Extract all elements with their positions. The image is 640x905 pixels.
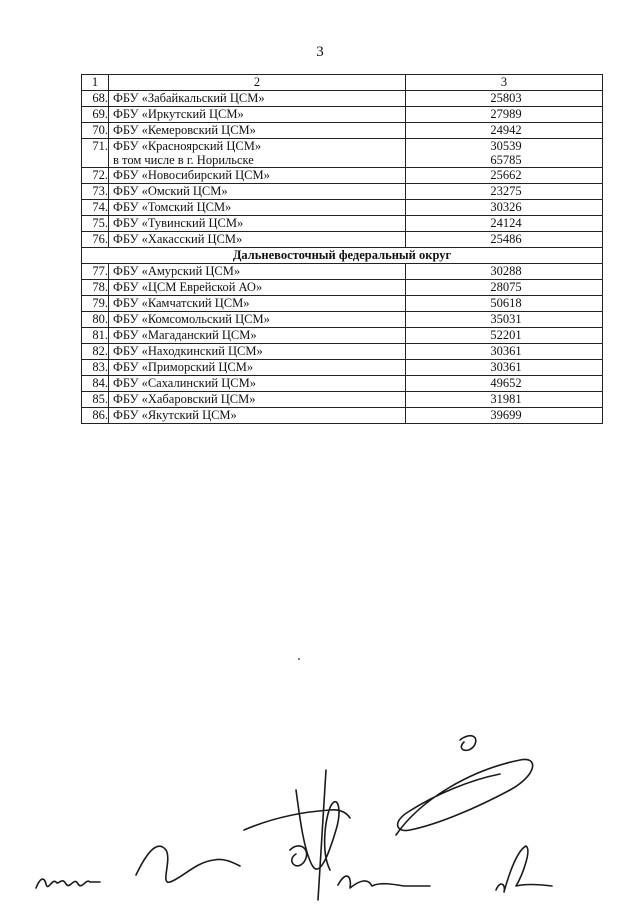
table-row: [82, 296, 603, 312]
row-value-text: 25803: [490, 91, 522, 105]
row-name-text: ФБУ «Приморский ЦСМ»: [113, 360, 254, 374]
row-value: [406, 107, 603, 123]
row-value-text: 49652: [490, 376, 522, 390]
row-number: 85.: [82, 392, 109, 408]
row-value-text: 23275: [490, 184, 522, 198]
row-name: [109, 264, 406, 280]
row-value: [406, 296, 603, 312]
row-name: [109, 280, 406, 296]
row-subvalue-text: 65785: [490, 153, 522, 167]
row-name: [109, 360, 406, 376]
row-value-text: 35031: [490, 312, 522, 326]
table-row: [82, 139, 603, 168]
row-value: [406, 312, 603, 328]
table-row: [82, 376, 603, 392]
row-value: [406, 200, 603, 216]
row-value: [406, 139, 603, 168]
row-number: 72.: [82, 168, 109, 184]
table-row: [82, 312, 603, 328]
row-value: [406, 123, 603, 139]
row-value-text: 39699: [490, 408, 522, 422]
row-name-text: ФБУ «Камчатский ЦСМ»: [113, 296, 250, 310]
row-number: 73.: [82, 184, 109, 200]
row-value-text: 28075: [490, 280, 522, 294]
row-name-text: ФБУ «Хакасский ЦСМ»: [113, 232, 243, 246]
row-value-text: 27989: [490, 107, 522, 121]
row-number: 74.: [82, 200, 109, 216]
row-name: [109, 376, 406, 392]
row-value-text: 30288: [490, 264, 522, 278]
row-number: 81.: [82, 328, 109, 344]
header-col-1: 1: [82, 75, 109, 91]
row-name: [109, 328, 406, 344]
row-name-text: ФБУ «ЦСМ Еврейской АО»: [113, 280, 263, 294]
table-row: [82, 232, 603, 248]
row-value: [406, 232, 603, 248]
scan-speck: [298, 658, 300, 660]
table-row: [82, 344, 603, 360]
signatures-area: [0, 700, 640, 905]
section-title: Дальневосточный федеральный округ: [82, 248, 603, 264]
row-number: 82.: [82, 344, 109, 360]
row-name: [109, 200, 406, 216]
row-name: [109, 123, 406, 139]
row-value: [406, 376, 603, 392]
row-name: [109, 392, 406, 408]
row-number: 83.: [82, 360, 109, 376]
table-header-row: [82, 75, 603, 91]
row-number: 69.: [82, 107, 109, 123]
row-name: [109, 344, 406, 360]
table-row: [82, 360, 603, 376]
table-row: [82, 392, 603, 408]
section-header-row: [82, 248, 603, 264]
row-value: [406, 360, 603, 376]
row-subname-text: в том числе в г. Норильске: [113, 153, 254, 167]
row-name-text: ФБУ «Омский ЦСМ»: [113, 184, 228, 198]
row-value-text: 50618: [490, 296, 522, 310]
row-name: [109, 216, 406, 232]
row-value-text: 30361: [490, 360, 522, 374]
table-row: [82, 216, 603, 232]
row-value: [406, 408, 603, 424]
row-value: [406, 216, 603, 232]
row-name-text: ФБУ «Томский ЦСМ»: [113, 200, 232, 214]
row-value-text: 24942: [490, 123, 522, 137]
header-col-3: 3: [406, 75, 603, 91]
row-number: 68.: [82, 91, 109, 107]
row-number: 86.: [82, 408, 109, 424]
row-value-text: 30539: [490, 139, 522, 153]
row-name: [109, 107, 406, 123]
row-name: [109, 408, 406, 424]
row-number: 75.: [82, 216, 109, 232]
row-value-text: 31981: [490, 392, 522, 406]
row-name-text: ФБУ «Находкинский ЦСМ»: [113, 344, 263, 358]
row-name-text: ФБУ «Якутский ЦСМ»: [113, 408, 237, 422]
table-row: [82, 408, 603, 424]
row-value: [406, 168, 603, 184]
row-name: [109, 312, 406, 328]
row-number: 78.: [82, 280, 109, 296]
row-number: 70.: [82, 123, 109, 139]
table-row: [82, 328, 603, 344]
table-row: [82, 107, 603, 123]
row-value-text: 30361: [490, 344, 522, 358]
row-value: [406, 328, 603, 344]
row-name-text: ФБУ «Тувинский ЦСМ»: [113, 216, 244, 230]
header-col-2: 2: [109, 75, 406, 91]
row-name-text: ФБУ «Амурский ЦСМ»: [113, 264, 241, 278]
row-name-text: ФБУ «Магаданский ЦСМ»: [113, 328, 257, 342]
row-value-text: 24124: [490, 216, 522, 230]
row-name: [109, 296, 406, 312]
row-value: [406, 392, 603, 408]
row-value: [406, 280, 603, 296]
table-row: [82, 200, 603, 216]
tariff-table: [81, 74, 603, 424]
row-name: [109, 168, 406, 184]
row-value-text: 52201: [490, 328, 522, 342]
table-row: [82, 264, 603, 280]
row-value-text: 25662: [490, 168, 522, 182]
row-name-text: ФБУ «Хабаровский ЦСМ»: [113, 392, 256, 406]
row-value: [406, 264, 603, 280]
row-name: [109, 232, 406, 248]
row-value-text: 30326: [490, 200, 522, 214]
row-name-text: ФБУ «Кемеровский ЦСМ»: [113, 123, 256, 137]
row-number: 77.: [82, 264, 109, 280]
table-row: [82, 184, 603, 200]
row-name: [109, 184, 406, 200]
row-value: [406, 184, 603, 200]
row-number: 84.: [82, 376, 109, 392]
row-name-text: ФБУ «Иркутский ЦСМ»: [113, 107, 244, 121]
row-number: 76.: [82, 232, 109, 248]
row-name-text: ФБУ «Комсомольский ЦСМ»: [113, 312, 270, 326]
row-number: 71.: [82, 139, 109, 168]
row-value: [406, 91, 603, 107]
row-name-text: ФБУ «Новосибирский ЦСМ»: [113, 168, 270, 182]
handwritten-signatures-icon: [0, 700, 640, 905]
row-name: [109, 139, 406, 168]
row-number: 79.: [82, 296, 109, 312]
row-name-text: ФБУ «Сахалинский ЦСМ»: [113, 376, 256, 390]
row-name-text: ФБУ «Красноярский ЦСМ»: [113, 139, 262, 153]
row-name-text: ФБУ «Забайкальский ЦСМ»: [113, 91, 265, 105]
row-value: [406, 344, 603, 360]
table-row: [82, 91, 603, 107]
table-row: [82, 168, 603, 184]
table-row: [82, 280, 603, 296]
page-number: 3: [316, 44, 324, 60]
row-value-text: 25486: [490, 232, 522, 246]
row-number: 80.: [82, 312, 109, 328]
row-name: [109, 91, 406, 107]
table-row: [82, 123, 603, 139]
